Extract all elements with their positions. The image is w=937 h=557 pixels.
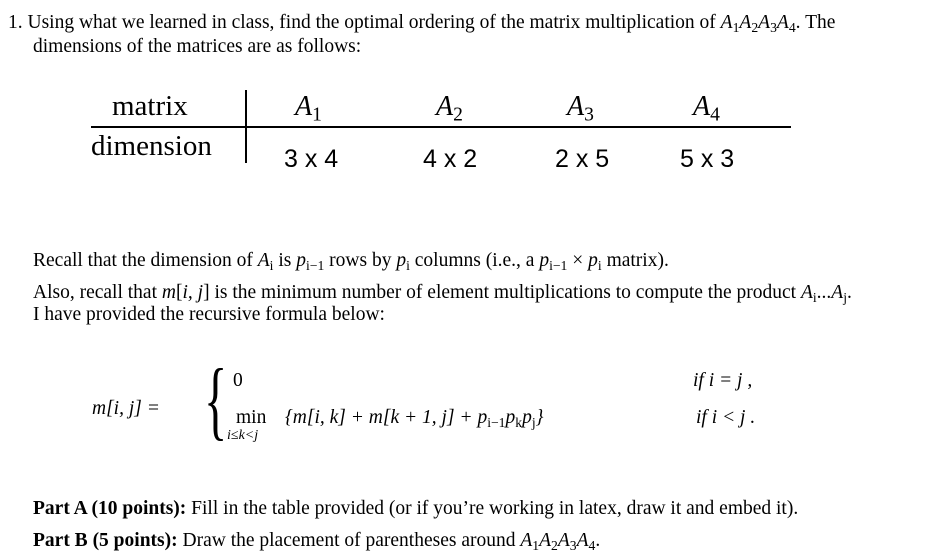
table-col-header-a4: $A_4$ [693, 91, 720, 126]
table-cell-dim-a1: 3 x 4 [284, 145, 339, 173]
formula-case2-min: min [236, 407, 267, 428]
question-intro-end: . The [795, 12, 836, 33]
table-cell-dim-a2: 4 x 2 [423, 145, 478, 173]
formula-case1-condition: if i = j , [693, 370, 753, 391]
formula-case1-value: 0 [233, 370, 243, 391]
product-term-3: $A_3$ [758, 12, 777, 35]
question-line-2: dimensions of the matrices are as follows: [33, 36, 362, 57]
part-b: Part B (5 points): Draw the placement of parentheses around $A_1A_2A_3A_4$. [33, 530, 601, 553]
recall-line-2: Also, recall that m[i, j] is the minimum number of element multiplications to compute the product $A_i...A_j$. [33, 282, 852, 305]
part-a-label: Part A (10 points): [33, 498, 187, 519]
formula-case2-min-range: i≤k<j [227, 428, 259, 443]
product-term-1: $A_1$ [720, 12, 740, 35]
table-cell-dim-a3: 2 x 5 [555, 145, 610, 173]
table-row-header-matrix: matrix [112, 90, 188, 122]
product-term-4: $A_4$ [776, 12, 796, 35]
part-b-label: Part B (5 points): [33, 530, 178, 551]
formula-case2-condition: if i < j . [696, 407, 756, 428]
product-term-2: $A_2$ [739, 12, 759, 35]
part-b-text: Draw the placement of parentheses around [182, 530, 516, 551]
part-a-text: Fill in the table provided (or if you’re working in latex, draw it and embed it). [191, 498, 799, 519]
table-row-header-dimension: dimension [91, 130, 212, 162]
question-intro-text: Using what we learned in class, find the optimal ordering of the matrix multiplication of [27, 12, 716, 33]
recall-line-3: I have provided the recursive formula below: [33, 304, 385, 325]
recall-line-1: Recall that the dimension of $A_i$ is $p_{i-1}$ rows by $p_i$ columns (i.e., a $p_{i-1} \times p_i$ matrix). [33, 250, 669, 273]
table-col-header-a3: $A_3$ [567, 91, 594, 126]
table-col-header-a2: $A_2$ [436, 91, 463, 126]
table-col-header-a1: $A_1$ [295, 91, 322, 126]
part-a [33, 498, 798, 520]
formula-brace: { [204, 352, 228, 449]
formula-lhs: m[i, j] = [92, 398, 160, 419]
question-line-1 [8, 12, 835, 39]
question-number: 1. [8, 12, 23, 33]
formula-case2-expression: {m[i, k] + m[k + 1, $j] + p_{i-1}p_kp_j$} [285, 407, 544, 430]
table-cell-dim-a4: 5 x 3 [680, 145, 735, 173]
